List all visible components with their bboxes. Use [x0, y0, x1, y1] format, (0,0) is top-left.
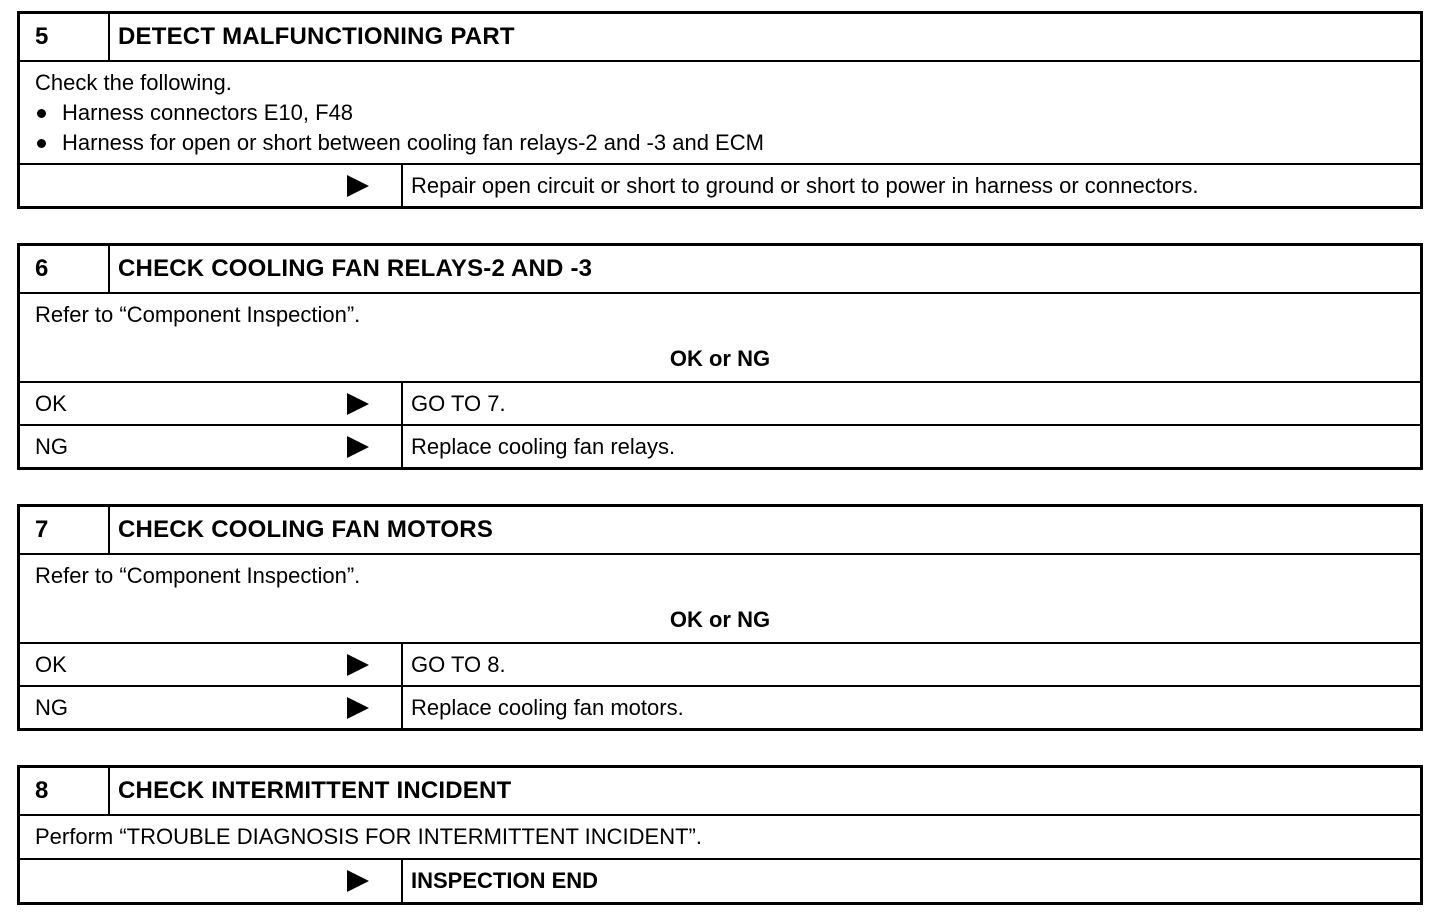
arrow-right-icon [347, 175, 369, 197]
ok-row [20, 381, 1420, 424]
step-8-box [17, 765, 1423, 905]
ok-label: OK [35, 390, 67, 416]
step-body [20, 60, 1420, 163]
step-header [20, 246, 1420, 292]
step-title: CHECK INTERMITTENT INCIDENT [118, 777, 512, 804]
bullet-item: Harness for open or short between cooling fan relays-2 and -3 and ECM [35, 128, 1405, 158]
step-number: 7 [20, 507, 110, 553]
ok-or-ng-heading: OK or NG [669, 607, 771, 632]
step-intro: Refer to “Component Inspection”. [35, 563, 361, 588]
ok-row [20, 642, 1420, 685]
ok-or-ng-heading: OK or NG [669, 346, 771, 371]
step-body [20, 292, 1420, 381]
bullet-item: Harness connectors E10, F48 [35, 98, 1405, 128]
step-body [20, 553, 1420, 642]
step-header [20, 507, 1420, 553]
step-5-box [17, 11, 1423, 209]
ng-label: NG [35, 694, 68, 720]
step-title: DETECT MALFUNCTIONING PART [118, 23, 515, 50]
ng-row [20, 685, 1420, 728]
result-text: Repair open circuit or short to ground or short to power in harness or connectors. [411, 172, 1199, 198]
step-6-box [17, 243, 1423, 470]
step-header [20, 14, 1420, 60]
ok-label: OK [35, 651, 67, 677]
arrow-right-icon [347, 393, 369, 415]
result-row [20, 163, 1420, 206]
arrow-right-icon [347, 870, 369, 892]
step-intro: Refer to “Component Inspection”. [35, 302, 361, 327]
ng-row [20, 424, 1420, 467]
result-row [20, 858, 1420, 902]
result-text: INSPECTION END [411, 868, 599, 893]
arrow-right-icon [347, 654, 369, 676]
bullet-icon [37, 109, 46, 118]
step-number: 5 [20, 14, 110, 60]
step-title: CHECK COOLING FAN RELAYS-2 AND -3 [118, 255, 593, 282]
arrow-right-icon [347, 697, 369, 719]
step-intro: Perform “TROUBLE DIAGNOSIS FOR INTERMITTENT INCIDENT”. [35, 824, 702, 849]
step-number: 6 [20, 246, 110, 292]
step-intro: Check the following. [35, 70, 232, 95]
step-7-box [17, 504, 1423, 731]
ng-result: Replace cooling fan relays. [411, 433, 676, 459]
step-number: 8 [20, 768, 110, 814]
step-title: CHECK COOLING FAN MOTORS [118, 516, 494, 543]
ok-result: GO TO 7. [411, 390, 506, 416]
ng-label: NG [35, 433, 68, 459]
ng-result: Replace cooling fan motors. [411, 694, 684, 720]
bullet-icon [37, 139, 46, 148]
step-body [20, 814, 1420, 858]
ok-result: GO TO 8. [411, 651, 506, 677]
arrow-right-icon [347, 436, 369, 458]
step-header [20, 768, 1420, 814]
